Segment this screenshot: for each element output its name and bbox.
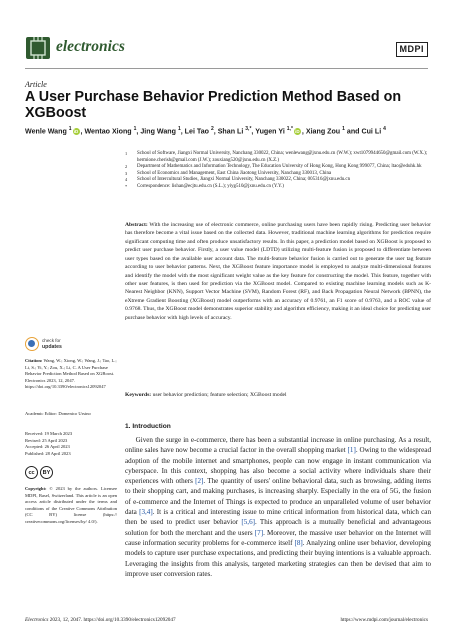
author-name[interactable]: Jing Wang: [140, 127, 178, 136]
citation-block: [25, 358, 117, 391]
author-name[interactable]: Cui Li: [361, 127, 384, 136]
intro-text: . Analyzing online user behavior, developing models to capture user purchase expectations, and predicting their buying intentions is a valuable approach. Leveraging the insights from this analysis, targeted marketing strategies can then be devised that aim to improve user conversion rates.: [125, 538, 431, 578]
date-received: Received: 19 March 2023: [25, 431, 73, 436]
reference-link[interactable]: [5,6]: [241, 518, 255, 527]
academic-editor: Academic Editor: Domenico Ursino: [25, 411, 91, 416]
author-name[interactable]: Wentao Xiong: [84, 127, 134, 136]
affiliation-text: School of Software, Jiangxi Normal University, Nanchang 330022, China; wenlewang@jxnu.edu.cn (W.W.); xwt1079944650@gmail.com (W.X.); hermione.cherish@gmail.com (J.W.); zouxiang520@jxnu.edu.cn (X.Z.): [137, 151, 428, 163]
author-name[interactable]: Xiang Zou: [305, 127, 343, 136]
keywords: [125, 391, 431, 399]
intro-text: . It is a critical and interesting issue to mine critical information from historical data, which can then be used to predict user behavior: [125, 508, 431, 527]
citation-text: Wang, W.; Xiong, W.; Wang, J.; Tao, L.; Li, S.; Yi, Y.; Zou, X.; Li, C. A User Purchase Behavior Prediction Method Based on XGBoost. Electronics 2023, 12, 2047. https://doi.org/10.3390/electronics12092047: [25, 358, 117, 390]
orcid-icon[interactable]: iD: [73, 129, 79, 135]
intro-text: . The quantity of users' online behavioral data, such as browsing, adding items to their shopping cart, and making purchases, is increasing sharply. Especially in the era of 5G, the fusion of e-commerce and the Internet of Things is expected to produce an unparalleled volume of user behavior data: [125, 477, 431, 517]
affiliation-text: Correspondence: lishan@ecjtu.edu.cn (S.L.); yiyg510@jxnu.edu.cn (Y.Y.): [137, 183, 284, 189]
publication-dates: [25, 431, 117, 457]
reference-link[interactable]: [2]: [195, 477, 204, 486]
copyright-text: © 2023 by the authors. Licensee MDPI, Basel, Switzerland. This article is an open access article distributed under the terms and conditions of the Creative Commons Attribution (CC BY) license (https:// creativecommons.org/licenses/by/ 4.0/).: [25, 486, 118, 524]
author-affiliation-marker: 1: [133, 126, 137, 132]
author-name[interactable]: Lei Tao: [184, 127, 211, 136]
section-title-introduction: 1. Introduction: [125, 423, 171, 430]
affiliations: [125, 151, 430, 190]
affiliation-number: *: [125, 183, 128, 189]
affiliation-number: 2: [125, 164, 128, 169]
author-name[interactable]: Wenle Wang: [25, 127, 69, 136]
keywords-text: user behavior prediction; feature selection; XGBoost model: [152, 392, 287, 398]
author-separator: ,: [213, 127, 218, 136]
author-affiliation-marker: 1: [177, 126, 181, 132]
by-icon: BY: [40, 466, 53, 479]
author-separator: ,: [136, 127, 141, 136]
cc-icon: cc: [25, 466, 38, 479]
copyright-notice: [25, 486, 117, 526]
intro-text: . Owing to the widespread adoption of the mobile internet and smartphones, people can now engage in instant communication via cyberspace. In this context, shopping has also become a social activity where individuals share their experiences with others: [125, 446, 432, 486]
author-affiliation-marker: 3,*: [245, 126, 252, 132]
journal-name[interactable]: electronics: [56, 38, 125, 55]
author-separator: ,: [301, 127, 306, 136]
abstract: [125, 221, 431, 322]
affiliation-item: [125, 184, 430, 191]
check-updates-label: check for updates: [42, 338, 62, 350]
check-for-updates-button[interactable]: [25, 336, 85, 352]
author-name[interactable]: Yugen Yi: [255, 127, 287, 136]
orcid-icon[interactable]: iD: [295, 129, 300, 135]
author-list: [25, 125, 435, 136]
intro-text: . This approach is a mutually beneficial and advantageous solution for both the merchant and the users: [125, 518, 431, 537]
author-name[interactable]: Shan Li: [217, 127, 246, 136]
author-separator: and: [344, 127, 362, 136]
date-published: Published: 28 April 2023: [25, 450, 71, 456]
author-separator: ,: [180, 127, 185, 136]
reference-link[interactable]: [8]: [294, 538, 303, 547]
author-separator: ,: [251, 127, 256, 136]
abstract-text: With the increasing use of electronic commerce, online purchasing users have been rapidly rising. Predicting user behavior has therefore become a vital issue based on the collected data. However, traditional machine learning algorithms for prediction require significant computing time and often produce unsatisfactory results. In this paper, a prediction model based on XGBoost is proposed to predict user purchase behavior. Firstly, a user value model (LDTD) utilizing multi-feature fusion is proposed to differentiate between user types based on the available user account data. The multi-feature behavior fusion is carried out to generate the user tag feature according to user behavior patterns. Next, the XGBoost feature importance model is employed to analyze multi-dimensional features and identify the model with the most significant weight value as the key feature for constructing the model. This feature, together with other user features, is then used for prediction via the XGBoost model. Compared to existing machine learning models such as K-Nearest Neighbor (KNN), Support Vector Machine (SVM), Random Forest (RF), and Back Propagation Neural Network (BPNN), the eXtreme Gradient Boosting (XGBoost) model outperforms with an accuracy of 0.9761, an F1 score of 0.9763, and a ROC value of 0.9768. Thus, the XGBoost model demonstrates superior stability and algorithm efficiency, making it an ideal choice for predicting user purchase behavior with high levels of accuracy.: [125, 222, 431, 321]
reference-link[interactable]: [7]: [254, 528, 264, 537]
affiliation-number: 1: [125, 151, 128, 156]
affiliation-item: [125, 151, 430, 164]
cc-by-license-badge[interactable]: [25, 466, 53, 479]
introduction-paragraph: [125, 435, 431, 579]
reference-link[interactable]: [1]: [347, 446, 356, 455]
header-divider: [25, 68, 428, 69]
journal-logo-icon: [25, 36, 51, 60]
publisher-logo[interactable]: [396, 41, 429, 57]
date-accepted: Accepted: 26 April 2023: [25, 444, 70, 450]
copyright-label: Copyright:: [25, 486, 47, 491]
paper-title: A User Purchase Behavior Prediction Method Based on XGBoost: [25, 89, 402, 121]
intro-text: . Moreover, the massive user behavior on the Internet will cause information security problems for e-commerce itself: [125, 528, 432, 547]
article-type: Article: [25, 80, 47, 89]
affiliation-number: 4: [125, 177, 128, 182]
author-affiliation-marker: 1: [68, 126, 72, 132]
date-revised: Revised: 25 April 2023: [25, 437, 68, 443]
keywords-label: Keywords:: [125, 392, 152, 398]
intro-text: Given the surge in e-commerce, there has been a substantial increase in online purchasing. As a result, online sales have now become a crucial factor in the overall shopping market: [125, 436, 431, 455]
footer-journal-url[interactable]: https://www.mdpi.com/journal/electronics: [340, 617, 428, 623]
affiliation-number: 3: [125, 170, 128, 176]
footer-citation: [25, 617, 176, 623]
affiliation-text: School of Intercultural Studies, Jiangxi Normal University, Nanchang 330022, China; 005316@jxnu.edu.cn: [137, 177, 351, 182]
author-affiliation-marker: 2: [210, 126, 214, 132]
publisher-name: MDPI: [396, 42, 429, 57]
author-affiliation-marker: 4: [383, 126, 386, 132]
author-affiliation-marker: 1,*: [286, 126, 293, 132]
affiliation-text: School of Economics and Management, East China Jiaotong University, Nanchang 330013, China: [137, 170, 332, 176]
reference-link[interactable]: [3,4]: [139, 508, 153, 517]
author-affiliation-marker: 1: [342, 126, 345, 132]
citation-label: Citation:: [25, 358, 43, 363]
affiliation-text: Department of Mathematics and Information Technology, The Education University of Hong Kong, Hong Kong 999077, China; ltao@eduhk.hk: [137, 164, 422, 169]
abstract-label: Abstract:: [125, 222, 148, 228]
author-separator: ,: [80, 127, 85, 136]
footer-journal: Electronics: [25, 617, 49, 623]
check-updates-icon: [25, 337, 39, 351]
footer-doi[interactable]: 2023, 12, 2047. https://doi.org/10.3390/electronics12092047: [49, 617, 176, 623]
